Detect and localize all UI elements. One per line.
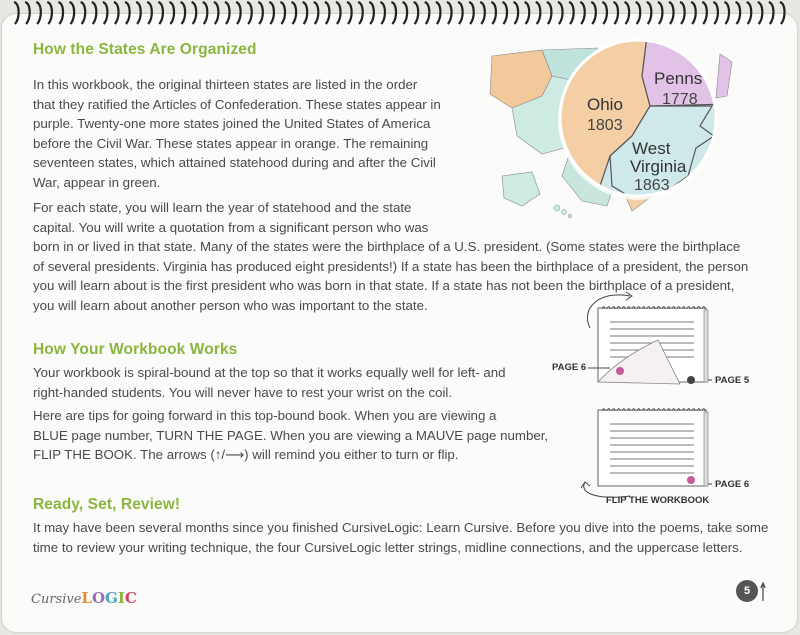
wv-label-line2: Virginia xyxy=(630,157,687,176)
label-page-5: PAGE 5 xyxy=(715,375,750,386)
logo-cursive-text: Cursive xyxy=(31,592,82,607)
text-line: Here are tips for going forward in this top-bound book. When you are viewing a xyxy=(33,408,497,423)
wv-year: 1863 xyxy=(634,177,670,194)
text-line: you will learn about another person who was important to the state. xyxy=(33,297,428,313)
penn-year: 1778 xyxy=(662,91,698,108)
text-line: capital. You will write a quotation from a significant person who was xyxy=(33,219,429,235)
text-line: that they ratified the Articles of Confederation. These states appear in xyxy=(33,96,441,112)
heading-how-states-organized: How the States Are Organized xyxy=(33,41,257,58)
us-map-illustration xyxy=(482,36,738,222)
logo-letter: L xyxy=(81,589,92,607)
ohio-label: Ohio xyxy=(587,95,623,114)
logo-letter: G xyxy=(105,589,118,607)
text-line: born in or lived in that state. Many of the states were the birthplace of a U.S. president. (Some states were the birthplace xyxy=(33,239,741,255)
workbook-paragraph-2 xyxy=(33,406,549,465)
penn-label: Penns xyxy=(654,69,703,88)
text-line: you will learn about is the first president who was born in that state. If a state has not been the birthplace of a president, xyxy=(33,278,735,294)
us-map-svg xyxy=(482,36,738,222)
text-line: seventeen states, which attained statehood during and after the Civil xyxy=(33,155,436,171)
text-line: before the Civil War. These states appear in orange. The remaining xyxy=(33,135,429,151)
text-line: right-handed students. You will never have to rest your wrist on the coil. xyxy=(33,384,453,400)
text-line: In this workbook, the original thirteen states are listed in the order xyxy=(33,77,418,92)
workbook-paragraph-1 xyxy=(33,363,533,402)
logo-letter: O xyxy=(91,589,106,607)
logo-letter: I xyxy=(117,589,125,607)
spiral-coil xyxy=(0,0,800,30)
notebook-top xyxy=(587,292,708,384)
text-line: War, appear in green. xyxy=(33,174,161,190)
notebook-bottom xyxy=(581,409,708,498)
text-line: Your workbook is spiral-bound at the top so that it works equally well for left- and xyxy=(33,365,506,380)
text-line: time to review your writing technique, the four CursiveLogic letter strings, midline connections, and the uppercase letters. xyxy=(33,539,743,555)
label-flip-workbook: FLIP THE WORKBOOK xyxy=(606,495,710,506)
text-line: FLIP THE BOOK. The arrows (↑/⟶) will remind you either to turn or flip. xyxy=(33,447,459,463)
page-number-badge: 5 xyxy=(736,580,758,602)
heading-how-workbook-works: How Your Workbook Works xyxy=(33,341,238,358)
ohio-year: 1803 xyxy=(587,117,623,134)
text-line: BLUE page number, TURN THE PAGE. When you are viewing a MAUVE page number, xyxy=(33,427,549,443)
label-page-6-top: PAGE 6 xyxy=(552,362,587,373)
text-line: It may have been several months since you finished CursiveLogic: Learn Cursive. Before you dive into the poems, take some xyxy=(33,520,769,535)
workbook-flip-diagram xyxy=(560,288,770,508)
heading-ready-set-review: Ready, Set, Review! xyxy=(33,496,181,513)
wv-label-line1: West xyxy=(632,139,671,158)
logo-letter: C xyxy=(124,589,137,607)
label-page-6-bottom: PAGE 6 xyxy=(715,479,750,490)
text-line: For each state, you will learn the year of statehood and the state xyxy=(33,200,412,215)
cursivelogic-logo xyxy=(31,589,137,607)
text-line: of several presidents. Virginia has produced eight presidents!) If a state has been the birthplace of a president, the person xyxy=(33,258,749,274)
organized-paragraph-1 xyxy=(33,75,473,193)
review-paragraph xyxy=(33,518,773,557)
turn-page-arrow-icon xyxy=(760,582,766,602)
text-line: purple. Twenty-one more states joined the United States of America xyxy=(33,116,431,132)
